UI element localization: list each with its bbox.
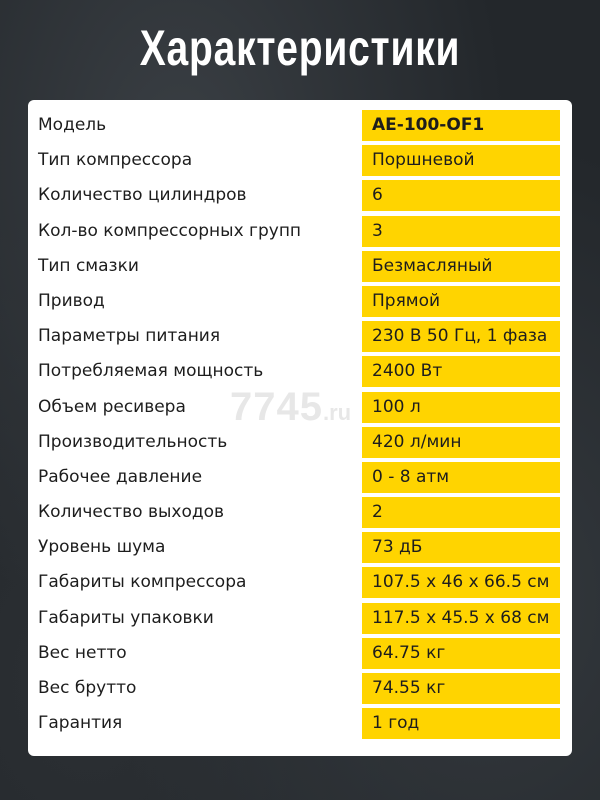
spec-row-cylinders <box>28 178 572 213</box>
spec-row-compressor-groups <box>28 214 572 249</box>
spec-label: Габариты компрессора <box>38 572 247 593</box>
spec-value: 117.5 x 45.5 x 68 см <box>362 603 560 634</box>
spec-value: Поршневой <box>362 145 560 176</box>
spec-label: Модель <box>38 115 107 135</box>
spec-label: Габариты упаковки <box>38 607 214 628</box>
spec-value: AE-100-OF1 <box>362 110 560 141</box>
spec-row-power-consumption <box>28 354 572 389</box>
spec-label: Параметры питания <box>38 326 221 347</box>
spec-label: Рабочее давление <box>38 466 203 487</box>
spec-label: Гарантия <box>38 713 123 734</box>
spec-row-receiver-volume <box>28 390 572 425</box>
spec-label: Уровень шума <box>38 537 166 558</box>
spec-value: 64.75 кг <box>362 638 560 669</box>
spec-row-noise <box>28 530 572 565</box>
spec-label: Тип смазки <box>38 255 139 276</box>
specs-table <box>28 108 572 741</box>
spec-value: 73 дБ <box>362 532 560 563</box>
spec-value: 74.55 кг <box>362 673 560 704</box>
spec-row-compressor-type <box>28 143 572 178</box>
spec-label: Кол-во компрессорных групп <box>38 220 302 241</box>
spec-label: Объем ресивера <box>38 396 186 417</box>
spec-value: 1 год <box>362 708 560 739</box>
specs-card <box>28 100 572 756</box>
spec-row-working-pressure <box>28 460 572 495</box>
spec-value: 107.5 x 46 x 66.5 см <box>362 567 560 598</box>
spec-label: Количество цилиндров <box>38 185 247 206</box>
spec-row-outlets <box>28 495 572 530</box>
spec-row-drive <box>28 284 572 319</box>
spec-value: 420 л/мин <box>362 427 560 458</box>
spec-value: 2 <box>362 497 560 528</box>
spec-row-model <box>28 108 572 143</box>
spec-label: Привод <box>38 290 105 311</box>
spec-row-net-weight <box>28 636 572 671</box>
page-title: Характеристики <box>139 20 461 76</box>
spec-value: 230 В 50 Гц, 1 фаза <box>362 321 560 352</box>
spec-label: Тип компрессора <box>38 150 193 171</box>
spec-label: Количество выходов <box>38 502 225 523</box>
spec-value: 2400 Вт <box>362 356 560 387</box>
spec-label: Вес брутто <box>38 678 137 698</box>
spec-value: 100 л <box>362 392 560 423</box>
spec-row-power-supply <box>28 319 572 354</box>
spec-label: Потребляемая мощность <box>38 361 264 382</box>
spec-row-warranty <box>28 706 572 741</box>
spec-row-gross-weight <box>28 671 572 706</box>
spec-value: Прямой <box>362 286 560 317</box>
spec-row-compressor-dimensions <box>28 565 572 600</box>
spec-value: 0 - 8 атм <box>362 462 560 493</box>
spec-value: Безмасляный <box>362 251 560 282</box>
spec-row-lubrication <box>28 249 572 284</box>
spec-value: 6 <box>362 180 560 211</box>
spec-label: Производительность <box>38 431 228 452</box>
spec-row-package-dimensions <box>28 601 572 636</box>
spec-label: Вес нетто <box>38 642 127 663</box>
spec-value: 3 <box>362 216 560 247</box>
spec-row-capacity <box>28 425 572 460</box>
